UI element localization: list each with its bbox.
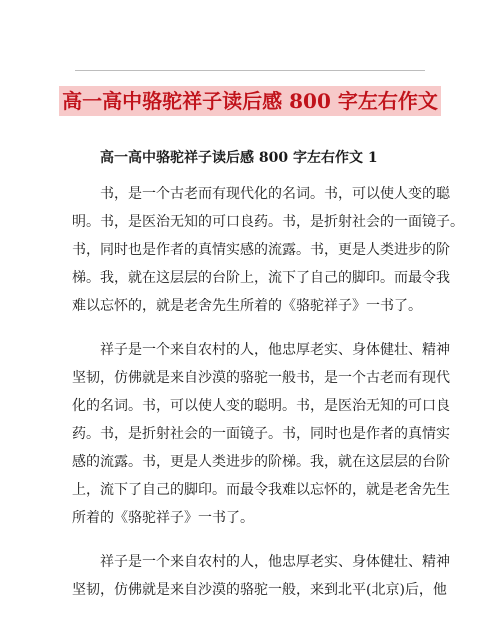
page-title: 高一高中骆驼祥子读后感 800 字左右作文	[59, 86, 441, 116]
text-line: 药。书，是折射社会的一面镜子。书，同时也是作者的真情实	[72, 426, 450, 442]
text-line: 祥子是一个来自农村的人，他忠厚老实、身体健壮、精神	[72, 554, 450, 570]
text-line: 书，是一个古老而有现代化的名词。书，可以使人变的聪	[72, 186, 450, 202]
text-line: 书，同时也是作者的真情实感的流露。书，更是人类进步的阶	[72, 242, 450, 258]
paragraph	[72, 180, 464, 320]
text-line: 感的流露。书，更是人类进步的阶梯。我，就在这层层的台阶	[72, 454, 450, 470]
paragraph	[72, 548, 450, 604]
text-line: 难以忘怀的，就是老舍先生所着的《骆驼祥子》一书了。	[72, 298, 422, 314]
article-subtitle: 高一高中骆驼祥子读后感 800 字左右作文 1	[100, 150, 378, 166]
header-divider	[75, 70, 425, 71]
text-line: 上，流下了自己的脚印。而最令我难以忘怀的，就是老舍先生	[72, 482, 450, 498]
text-line: 坚韧，仿佛就是来自沙漠的骆驼一般，来到北平(北京)后，他	[72, 582, 447, 598]
text-line: 祥子是一个来自农村的人，他忠厚老实、身体健壮、精神	[72, 342, 450, 358]
text-line: 化的名词。书，可以使人变的聪明。书，是医治无知的可口良	[72, 398, 450, 414]
text-line: 明。书，是医治无知的可口良药。书，是折射社会的一面镜子。	[72, 214, 464, 230]
paragraph	[72, 336, 450, 532]
title-container	[0, 86, 500, 116]
text-line: 梯。我，就在这层层的台阶上，流下了自己的脚印。而最令我	[72, 270, 450, 286]
text-line: 坚韧，仿佛就是来自沙漠的骆驼一般书，是一个古老而有现代	[72, 370, 450, 386]
text-line: 所着的《骆驼祥子》一书了。	[72, 510, 254, 526]
article-body	[72, 180, 464, 620]
